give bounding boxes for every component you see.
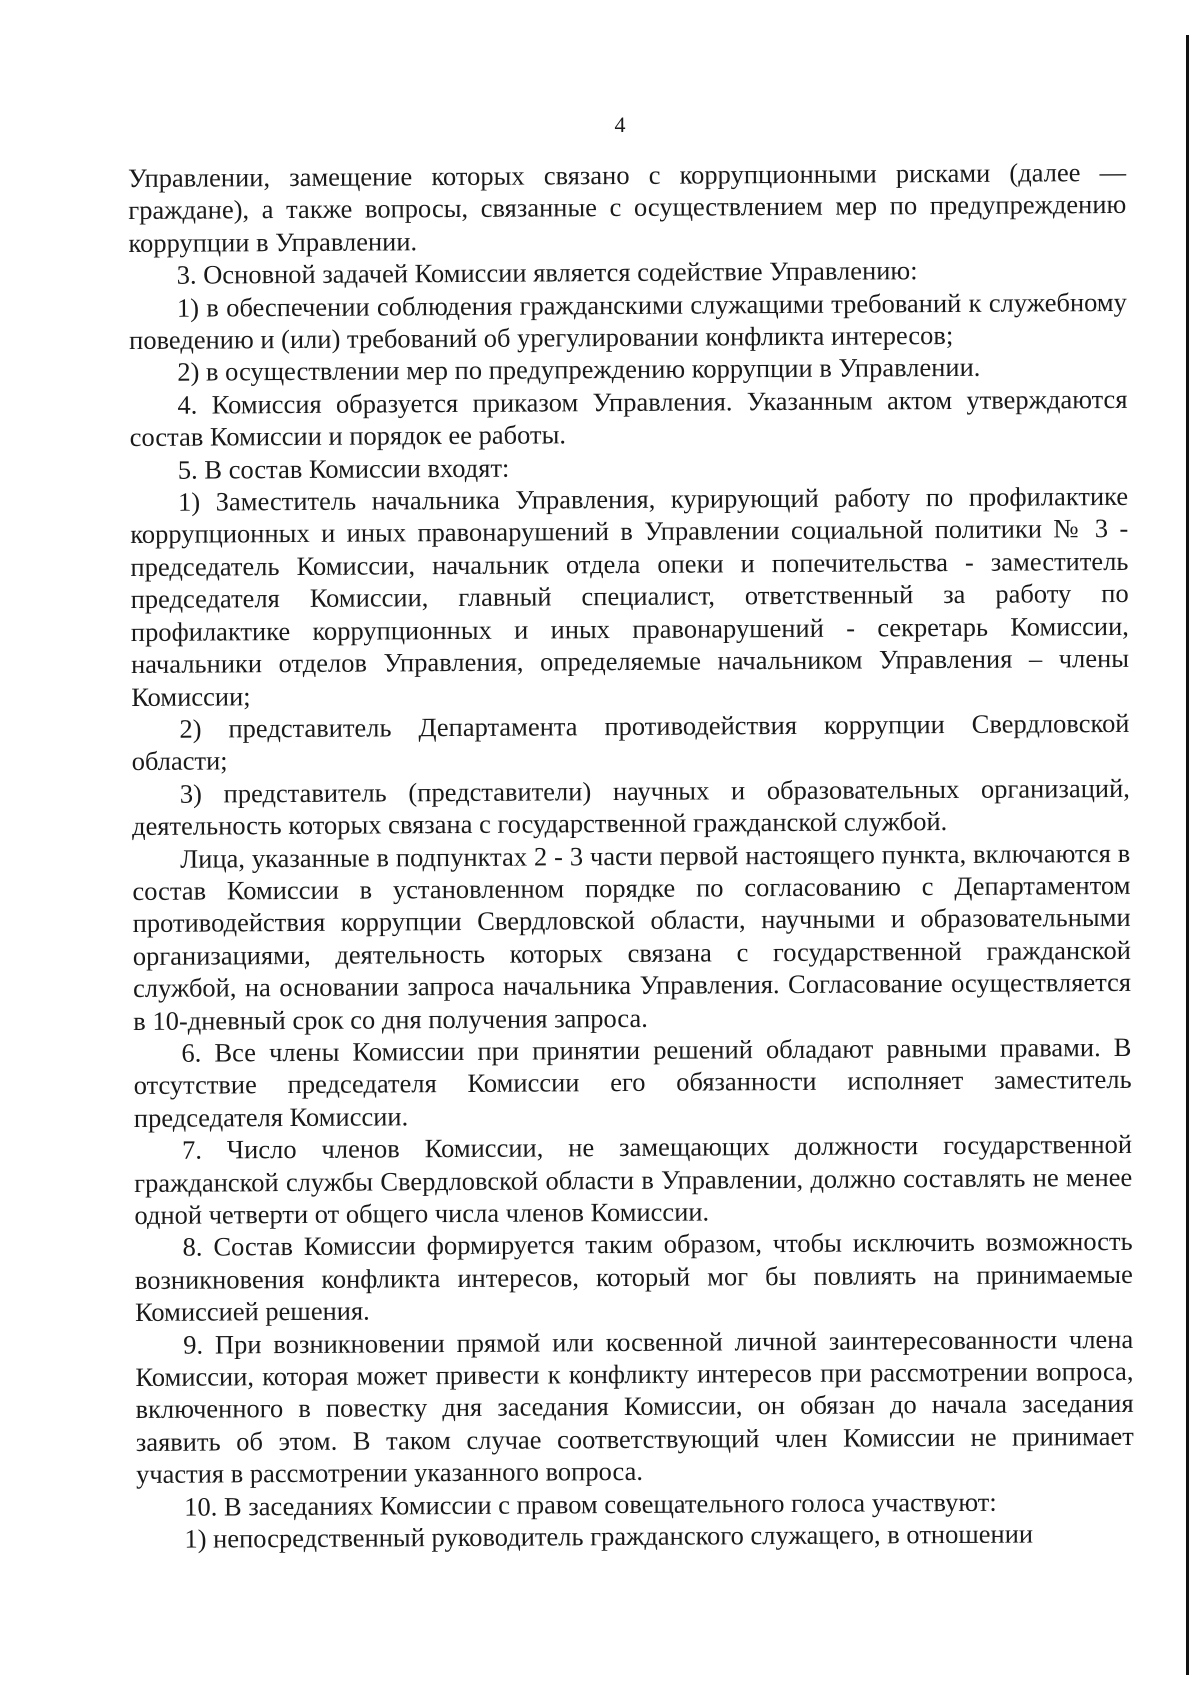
paragraph-item-6: 6. Все члены Комиссии при принятии решений обладают равными правами. В отсутствие председателя Комиссии его обязанности исполняет заместитель председателя Комиссии. bbox=[133, 1031, 1132, 1133]
paragraph-subitem-5-1: 1) Заместитель начальника Управления, курирующий работу по профилактике коррупционных и иных правонарушений в Управлении социальной политики № 3 - председатель Комиссии, начальник отдела опеки и попечительства - заместитель председателя Комиссии, главный специалист, ответственный за работу по профилактике коррупционных и иных правонарушений - секретарь Комиссии, начальники отделов Управления, определяемые начальником Управления – члены Комиссии; bbox=[130, 480, 1130, 712]
paragraph-subitem-3-1: 1) в обеспечении соблюдения гражданскими служащими требований к служебному поведению и (или) требований об урегулировании конфликта интересов; bbox=[128, 286, 1127, 356]
paragraph-subitem-5-2: 2) представитель Департамента противодействия коррупции Свердловской области; bbox=[131, 707, 1130, 777]
page-number: 4 bbox=[614, 112, 626, 137]
paragraph-item-5: 5. В состав Комиссии входят: bbox=[177, 452, 510, 485]
paragraph-item-3: 3. Основной задачей Комиссии является содействие Управлению: bbox=[176, 255, 918, 290]
document-body bbox=[128, 156, 1134, 1556]
paragraph-subitem-5-3: 3) представитель (представители) научных и образовательных организаций, деятельность которых связана с государственной гражданской службой. bbox=[131, 772, 1130, 842]
scan-edge-line bbox=[1186, 35, 1189, 1675]
paragraph-item-9: 9. При возникновении прямой или косвенной личной заинтересованности члена Комиссии, которая может привести к конфликту интересов при рассмотрении вопроса, включенного в повестку дня заседания Комиссии, он обязан до начала заседания заявить об этом. В таком случае соответствующий член Комиссии не принимает участия в рассмотрении указанного вопроса. bbox=[135, 1323, 1134, 1490]
paragraph-item-10: 10. В заседаниях Комиссии с правом совещательного голоса участвуют: bbox=[184, 1486, 997, 1522]
paragraph-item-5-note: Лица, указанные в подпунктах 2 - 3 части первой настоящего пункта, включаются в состав Комиссии в установленном порядке по согласованию с Департаментом противодействия коррупции Свердловской области, научными и образовательными организациями, деятельность которых связана с государственной гражданской службой, на основании запроса начальника Управления. Согласование осуществляется в 10-дневный срок со дня получения запроса. bbox=[132, 837, 1132, 1036]
paragraph-item-8: 8. Состав Комиссии формируется таким образом, чтобы исключить возможность возникновения конфликта интересов, который мог бы повлиять на принимаемые Комиссией решения. bbox=[134, 1226, 1133, 1328]
paragraph-subitem-3-2: 2) в осуществлении мер по предупреждению коррупции в Управлении. bbox=[177, 352, 981, 388]
paragraph-continuation: Управлении, замещение которых связано с коррупционными рисками (далее — граждане), а также вопросы, связанные с осуществлением мер по предупреждению коррупции в Управлении. bbox=[128, 156, 1127, 258]
paragraph-item-7: 7. Число членов Комиссии, не замещающих должности государственной гражданской службы Свердловской области в Управлении, должно составлять не менее одной четверти от общего числа членов Комиссии. bbox=[134, 1129, 1133, 1230]
paragraph-subitem-10-1: 1) непосредственный руководитель гражданского служащего, в отношении bbox=[184, 1518, 1034, 1554]
paragraph-item-4: 4. Комиссия образуется приказом Управления. Указанным актом утверждаются состав Комиссии и порядок ее работы. bbox=[129, 383, 1128, 453]
